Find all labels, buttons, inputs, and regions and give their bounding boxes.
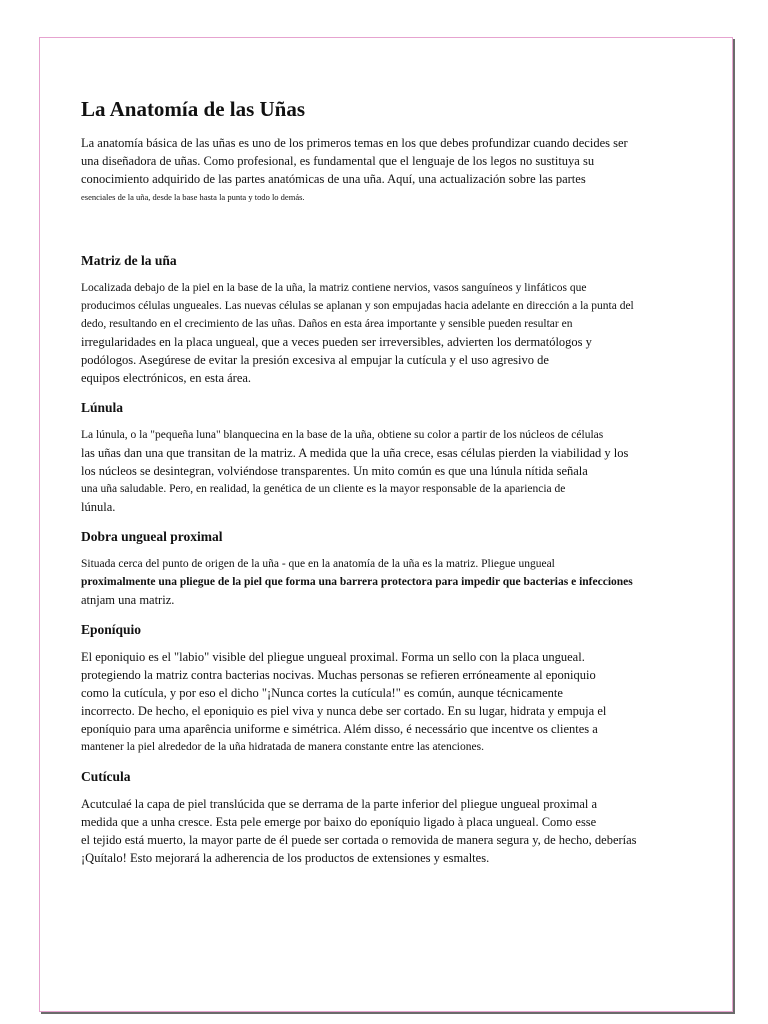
document-page: [39, 37, 733, 1012]
text-line: mantener la piel alrededor de la uña hidratada de manera constante entre las atenciones.: [81, 741, 484, 753]
text-line: Situada cerca del punto de origen de la uña - que en la anatomía de la uña es la matriz. Pliegue ungueal: [81, 558, 555, 570]
text-line: conocimiento adquirido de las partes anatómicas de una uña. Aquí, una actualización sobre las partes: [81, 172, 586, 186]
section-heading-dobra-ungueal: Dobra ungueal proximal: [81, 529, 223, 544]
text-line: La lúnula, o la "pequeña luna" blanquecina en la base de la uña, obtiene su color a partir de los núcleos de células: [81, 429, 604, 441]
text-line: medida que a unha cresce. Esta pele emerge por baixo do eponíquio ligado à placa ungueal. Como esse: [81, 815, 597, 829]
text-line: El eponiquio es el "labio" visible del pliegue ungueal proximal. Forma un sello con la placa ungueal.: [81, 650, 585, 664]
text-line: Localizada debajo de la piel en la base de la uña, la matriz contiene nervios, vasos sanguíneos y linfáticos que: [81, 282, 587, 294]
text-line: proximalmente una pliegue de la piel que forma una barrera protectora para impedir que bacterias e infecciones: [81, 576, 633, 588]
text-line: producimos células ungueales. Las nuevas células se aplanan y son empujadas hacia adelante en dirección a la punta del: [81, 300, 634, 312]
section-paragraph-lunula: [81, 426, 701, 516]
section-heading-lunula: Lúnula: [81, 400, 124, 415]
section-heading-cuticula: Cutícula: [81, 769, 131, 784]
text-line: Acutculaé la capa de piel translúcida que se derrama de la parte inferior del pliegue ungueal proximal a: [81, 797, 598, 811]
text-line: dedo, resultando en el crecimiento de las uñas. Daños en esta área importante y sensible pueden resultar en: [81, 318, 573, 330]
text-line: el tejido está muerto, la mayor parte de él puede ser cortada o removida de manera segura y, de hecho, deberías: [81, 833, 637, 847]
section-heading-eponiquio: Eponíquio: [81, 622, 142, 637]
intro-paragraph: [81, 134, 701, 206]
text-line: los núcleos se desintegran, volviéndose transparentes. Un mito común es que una lúnula nítida señala: [81, 464, 588, 478]
section-paragraph-dobra-ungueal: [81, 555, 701, 609]
text-line: eponíquio para uma aparência uniforme e simétrica. Além disso, é necessário que incentve os clientes a: [81, 722, 598, 736]
section-paragraph-cuticula: [81, 795, 701, 867]
text-line: ¡Quítalo! Esto mejorará la adherencia de los productos de extensiones y esmaltes.: [81, 851, 490, 865]
page-title: La Anatomía de las Uñas: [81, 97, 306, 121]
text-line: podólogos. Asegúrese de evitar la presión excesiva al empujar la cutícula y el uso agresivo de: [81, 353, 549, 367]
text-line: una uña saludable. Pero, en realidad, la genética de un cliente es la mayor responsable de la apariencia de: [81, 483, 566, 495]
text-line: una diseñadora de uñas. Como profesional, es fundamental que el lenguaje de los legos no sustituya su: [81, 154, 595, 168]
text-line: irregularidades en la placa ungueal, que a veces pueden ser irreversibles, advierten los dermatólogos y: [81, 335, 592, 349]
text-line: protegiendo la matriz contra bacterias nocivas. Muchas personas se refieren erróneamente al eponiquio: [81, 668, 596, 682]
section-paragraph-eponiquio: [81, 648, 701, 756]
text-line: atnjam una matriz.: [81, 593, 175, 607]
text-line: La anatomía básica de las uñas es uno de los primeros temas en los que debes profundizar cuando decides ser: [81, 136, 628, 150]
spacer: [81, 218, 701, 252]
section-heading-matriz: Matriz de la uña: [81, 253, 177, 268]
document-content: [81, 96, 701, 879]
text-line: como la cutícula, y por eso el dicho "¡Nunca cortes la cutícula!" es común, aunque técnicamente: [81, 686, 563, 700]
text-line: equipos electrónicos, en esta área.: [81, 371, 252, 385]
text-line: las uñas dan una que transitan de la matriz. A medida que la uña crece, esas células pierden la viabilidad y los: [81, 446, 629, 460]
text-line: incorrecto. De hecho, el eponiquio es piel viva y nunca debe ser cortado. En su lugar, hidrata y empuja el: [81, 704, 607, 718]
text-line: lúnula.: [81, 500, 116, 514]
text-line: esenciales de la uña, desde la base hasta la punta y todo lo demás.: [81, 192, 305, 202]
section-paragraph-matriz: [81, 279, 701, 387]
